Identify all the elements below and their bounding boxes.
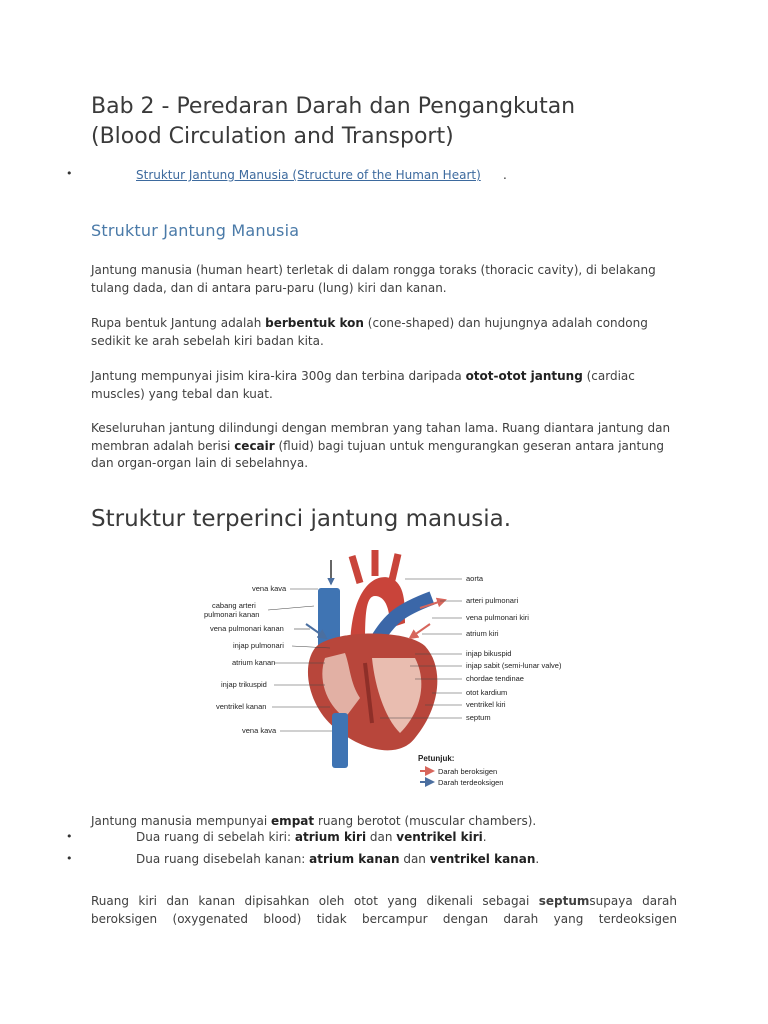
label-injap-trikuspid: injap trikuspid bbox=[221, 680, 267, 689]
label-injap-pulmonari: injap pulmonari bbox=[233, 641, 284, 650]
label-ventrikel-kanan: ventrikel kanan bbox=[216, 702, 267, 711]
label-vena-kava-top: vena kava bbox=[252, 584, 287, 593]
li1-text-c: . bbox=[482, 830, 487, 844]
section-heading: Struktur Jantung Manusia bbox=[91, 221, 300, 240]
title-line-1: Bab 2 - Peredaran Darah dan Pengangkutan bbox=[91, 94, 576, 119]
p4-text-b: (fluid) bagi tujuan untuk mengurangkan geseran antara jantung dan organ-organ lain di sebelahnya. bbox=[91, 438, 665, 470]
paragraph-shape bbox=[91, 315, 681, 350]
p5-bold: empat bbox=[271, 814, 315, 828]
li1-text-a: Dua ruang di sebelah kiri: bbox=[136, 830, 295, 844]
paragraph-mass bbox=[91, 368, 681, 403]
legend-deoxygenated: Darah terdeoksigen bbox=[438, 778, 504, 787]
li2-text-a: Dua ruang disebelah kanan: bbox=[136, 852, 310, 866]
diagram-legend bbox=[418, 754, 503, 787]
aorta-branches bbox=[352, 550, 398, 583]
li2-text-b: dan bbox=[399, 852, 430, 866]
label-pulmonari-kanan: pulmonari kanan bbox=[204, 610, 260, 619]
p4-bold: cecair bbox=[234, 438, 275, 453]
inferior-vena-cava bbox=[332, 713, 348, 768]
list-item-right-chambers bbox=[136, 852, 539, 866]
p6-text-b: supaya darah beroksigen (oxygenated blood) tidak bercampur dengan darah yang terdeoksigen bbox=[91, 894, 678, 926]
label-ventrikel-kiri: ventrikel kiri bbox=[466, 700, 506, 709]
toc-bullet: • bbox=[66, 167, 73, 180]
page-title bbox=[91, 92, 731, 152]
label-vena-pulmonari-kanan: vena pulmonari kanan bbox=[210, 624, 284, 633]
list-bullet-2: • bbox=[66, 852, 73, 865]
label-arteri-pulmonari: arteri pulmonari bbox=[466, 596, 519, 605]
list-bullet-1: • bbox=[66, 830, 73, 843]
label-atrium-kanan: atrium kanan bbox=[232, 658, 276, 667]
label-atrium-kiri: atrium kiri bbox=[466, 629, 499, 638]
p2-text-b: (cone-shaped) dan hujungnya adalah condong sedikit ke arah sebelah kiri badan kita. bbox=[91, 316, 648, 348]
detailed-structure-heading: Struktur terperinci jantung manusia. bbox=[91, 506, 512, 532]
label-aorta: aorta bbox=[466, 574, 484, 583]
label-vena-kava-bottom: vena kava bbox=[242, 726, 277, 735]
li2-bold-2: ventrikel kanan bbox=[429, 852, 536, 866]
li2-bold-1: atrium kanan bbox=[309, 852, 400, 866]
li1-bold-1: atrium kiri bbox=[294, 830, 367, 844]
title-line-2: (Blood Circulation and Transport) bbox=[91, 124, 454, 149]
p5-text-b: ruang berotot (muscular chambers). bbox=[314, 814, 537, 828]
p5-text-a: Jantung manusia mempunyai bbox=[91, 814, 272, 828]
label-injap-sabit: injap sabit (semi-lunar valve) bbox=[466, 661, 562, 670]
legend-oxygenated: Darah beroksigen bbox=[438, 767, 498, 776]
li1-bold-2: ventrikel kiri bbox=[396, 830, 483, 844]
label-cabang-arteri: cabang arteri bbox=[212, 601, 256, 610]
label-injap-bikuspid: injap bikuspid bbox=[466, 649, 512, 658]
p6-text-a: Ruang kiri dan kanan dipisahkan oleh otot yang dikenali sebagai bbox=[91, 894, 539, 908]
p2-bold: berbentuk kon bbox=[265, 316, 364, 330]
toc-link-structure[interactable]: Struktur Jantung Manusia (Structure of the Human Heart) bbox=[136, 168, 481, 182]
paragraph-septum bbox=[91, 892, 677, 928]
paragraph-membrane bbox=[91, 420, 681, 473]
p3-bold: otot-otot jantung bbox=[465, 369, 583, 383]
toc-period: . bbox=[503, 168, 507, 182]
p2-text-a: Rupa bentuk Jantung adalah bbox=[91, 316, 266, 330]
paragraph-chambers bbox=[91, 813, 681, 831]
p6-bold: septum bbox=[538, 894, 590, 908]
li2-text-c: . bbox=[535, 852, 540, 866]
heart-diagram bbox=[200, 548, 580, 798]
label-otot-kardium: otot kardium bbox=[466, 688, 508, 697]
p3-text-b: (cardiac muscles) yang tebal dan kuat. bbox=[91, 369, 635, 401]
label-chordae-tendinae: chordae tendinae bbox=[466, 674, 524, 683]
label-septum: septum bbox=[466, 713, 491, 722]
li1-text-b: dan bbox=[366, 830, 397, 844]
list-item-left-chambers bbox=[136, 830, 487, 844]
pulmonary-vein-arrow-right bbox=[410, 624, 430, 638]
p4-text-a: Keseluruhan jantung dilindungi dengan membran yang tahan lama. Ruang diantara jantung dan membran adalah berisi bbox=[91, 421, 671, 453]
label-vena-pulmonari-kiri: vena pulmonari kiri bbox=[466, 613, 529, 622]
paragraph-location: Jantung manusia (human heart) terletak di dalam rongga toraks (thoracic cavity), di belakang tulang dada, dan di antara paru-paru (lung) kiri dan kanan. bbox=[91, 263, 656, 295]
p3-text-a: Jantung mempunyai jisim kira-kira 300g dan terbina daripada bbox=[91, 369, 466, 383]
legend-title: Petunjuk: bbox=[418, 754, 455, 763]
